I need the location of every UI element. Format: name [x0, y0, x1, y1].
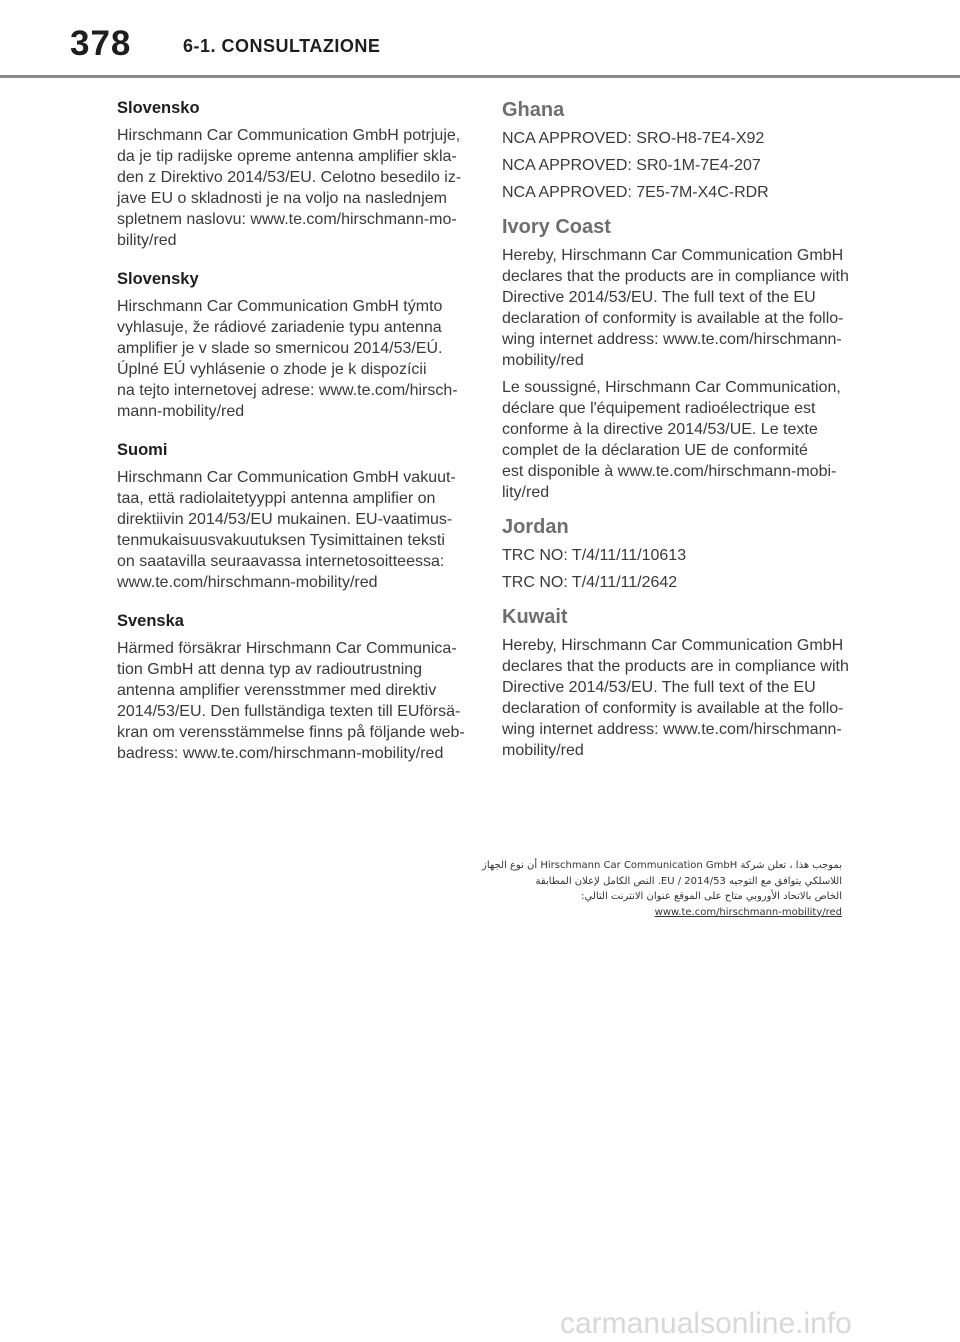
section-ivory-coast — [502, 213, 857, 503]
arabic-link[interactable]: www.te.com/hirschmann-mobility/red — [654, 906, 842, 918]
jordan-line: TRC NO: T/4/11/11/2642 — [502, 574, 678, 591]
left-column — [117, 96, 467, 780]
page-header — [0, 0, 960, 78]
arabic-declaration — [470, 858, 842, 920]
ghana-line: NCA APPROVED: SR0-1M-7E4-207 — [502, 157, 761, 174]
heading-kuwait: Kuwait — [502, 606, 568, 628]
section-slovensky — [117, 267, 467, 422]
watermark-text: carmanualsonline.info — [560, 1307, 852, 1340]
text-slovensky: Hirschmann Car Communication GmbH týmto vyhlasuje, že rádiové zariadenie typu antenna amplifier je v slade so smernicou 2014/53/EÚ. Úplné EÚ vyhlásenie o zhode je k dispozícii na tejto internetovej adrese: www.te.com/hirsch- mann-mobility/red — [117, 298, 458, 420]
ghana-line: NCA APPROVED: SRO-H8-7E4-X92 — [502, 130, 765, 147]
section-slovensko — [117, 96, 467, 251]
heading-ghana: Ghana — [502, 99, 565, 121]
heading-slovensky: Slovensky — [117, 270, 199, 288]
section-jordan — [502, 513, 857, 593]
section-kuwait — [502, 603, 857, 761]
arabic-line: الخاص بالاتحاد الأوروبي متاح على الموقع عنوان الانترنت التالي: — [581, 891, 842, 902]
jordan-line: TRC NO: T/4/11/11/10613 — [502, 547, 687, 564]
section-title: 6-1. CONSULTAZIONE — [183, 36, 381, 56]
page-number: 378 — [70, 24, 132, 63]
section-suomi — [117, 438, 467, 593]
heading-slovensko: Slovensko — [117, 99, 200, 117]
kuwait-text: Hereby, Hirschmann Car Communication GmbH declares that the products are in compliance with Directive 2014/53/EU. The full text of the EU declaration of conformity is available at the follo- wing internet address: www.te.com/hirschmann- mobility/red — [502, 637, 849, 759]
text-suomi: Hirschmann Car Communication GmbH vakuut- taa, että radiolaitetyyppi antenna amplifier on direktiivin 2014/53/EU mukainen. EU-vaatimus- tenmukaisuusvakuutuksen Tysimittainen teksti on saatavilla seuraavassa internetosoitteessa: www.te.com/hirschmann-mobility/red — [117, 469, 456, 591]
heading-suomi: Suomi — [117, 441, 168, 459]
text-slovensko: Hirschmann Car Communication GmbH potrjuje, da je tip radijske opreme antenna amplifier skla- den z Direktivo 2014/53/EU. Celotno besedilo iz- jave EU o skladnosti je na voljo na naslednjem spletnem naslovu: www.te.com/hirschmann-mo- bility/red — [117, 127, 462, 249]
heading-jordan: Jordan — [502, 516, 569, 538]
heading-ivory-coast: Ivory Coast — [502, 216, 611, 238]
arabic-line: اللاسلكي يتوافق مع التوجيه 2014/53 / EU. النص الكامل لإعلان المطابقة — [535, 875, 842, 887]
arabic-line: بموجب هذا ، تعلن شركة Hirschmann Car Communication GmbH أن نوع الجهاز — [482, 860, 842, 871]
right-column — [502, 96, 857, 771]
text-svenska: Härmed försäkrar Hirschmann Car Communica- tion GmbH att denna typ av radioutrustning antenna amplifier verensstmmer med direktiv 2014/53/EU. Den fullständiga texten till EUförsä- kran om verensstämmelse finns på följande web- badress: www.te.com/hirschmann-mobility/red — [117, 640, 465, 762]
ivory-coast-text-en: Hereby, Hirschmann Car Communication GmbH declares that the products are in compliance with Directive 2014/53/EU. The full text of the EU declaration of conformity is available at the follo- wing internet address: www.te.com/hirschmann- mobility/red — [502, 247, 849, 369]
section-ghana — [502, 96, 857, 203]
section-svenska — [117, 609, 467, 764]
ghana-line: NCA APPROVED: 7E5-7M-X4C-RDR — [502, 184, 769, 201]
ivory-coast-text-fr: Le soussigné, Hirschmann Car Communication, déclare que l'équipement radioélectrique est conforme à la directive 2014/53/UE. Le texte complet de la déclaration UE de conformité est disponible à www.te.com/hirschmann-mobi- lity/red — [502, 379, 841, 501]
heading-svenska: Svenska — [117, 612, 184, 630]
